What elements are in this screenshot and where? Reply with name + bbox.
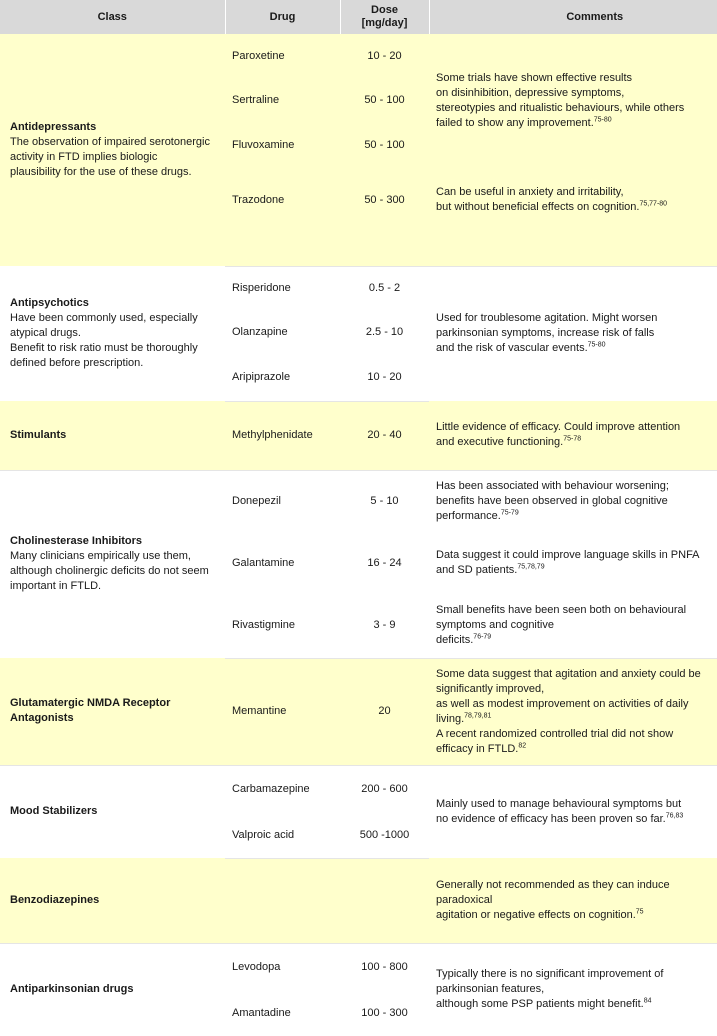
drug-dose: 2.5 - 10	[365, 326, 404, 338]
drug-dose: 16 - 24	[367, 556, 402, 569]
drug-dose: 200 - 600	[361, 782, 408, 795]
drug-dose: 0.5 - 2	[368, 281, 401, 294]
drug-name: Sertraline	[225, 78, 340, 123]
table-row	[0, 765, 717, 813]
comment-line: but without beneficial effects on cognition.	[436, 201, 640, 213]
drug-name: Valproic acid	[225, 813, 340, 858]
comment-line: as well as modest improvement on activities of daily	[436, 697, 689, 710]
comment-line: A recent randomized controlled trial did not show	[436, 727, 674, 740]
comment-line: failed to show any improvement.	[436, 117, 594, 129]
drug-dose: 5 - 10	[370, 494, 399, 507]
table-row	[0, 858, 717, 943]
comment-line: Small benefits have been seen both on behavioural	[436, 604, 687, 617]
drug-dose: 3 - 9	[340, 594, 429, 658]
class-cell	[0, 765, 225, 858]
reference-superscript: 75,77-80	[639, 200, 668, 208]
drug-name: Levodopa	[232, 960, 281, 973]
class-name: Antipsychotics	[10, 297, 89, 309]
comment-cell	[429, 594, 717, 658]
header-class: Class	[0, 0, 225, 34]
header-dose	[340, 0, 429, 34]
comment-line: living.	[436, 712, 465, 725]
comment-line: on disinhibition, depressive symptoms,	[436, 87, 625, 99]
class-cell	[0, 858, 225, 943]
class-cell	[0, 266, 225, 401]
class-description: The observation of impaired serotonergic activity in FTD implies biologic plausibility for the use of these drugs.	[10, 136, 210, 178]
header-dose-line2: [mg/day]	[361, 17, 408, 29]
table-row	[0, 266, 717, 310]
comment-line: symptoms and cognitive	[436, 619, 554, 632]
comment-line: Little evidence of efficacy. Could improve attention	[436, 421, 681, 434]
class-cell	[0, 401, 225, 470]
class-name: Antidepressants	[10, 121, 97, 133]
comment-line: and the risk of vascular events.	[436, 342, 588, 355]
drug-name: Aripiprazole	[225, 355, 340, 401]
comment-line: stereotypies and ritualistic behaviours, while others	[436, 102, 685, 114]
comment-line: no evidence of efficacy has been proven so far.	[436, 812, 666, 825]
comment-line: agitation or negative effects on cognition.	[436, 908, 636, 921]
comment-line: Some trials have shown effective results	[436, 72, 633, 84]
header-drug: Drug	[225, 0, 340, 34]
comment-cell	[429, 34, 717, 168]
reference-superscript: 75-79	[500, 509, 519, 517]
comment-cell	[429, 658, 717, 765]
drug-dose: 50 - 100	[340, 78, 429, 123]
comment-line: deficits.	[436, 634, 474, 647]
drug-name: Paroxetine	[225, 34, 340, 78]
drug-dose: 10 - 20	[340, 355, 429, 401]
class-name: Glutamatergic NMDA Receptor Antagonists	[10, 697, 171, 725]
drug-dose: 50 - 100	[340, 123, 429, 168]
drug-dose: 100 - 800	[361, 960, 408, 973]
reference-superscript: 76-79	[473, 633, 492, 641]
comment-line: Some data suggest that agitation and anxiety could be	[436, 667, 701, 680]
comment-cell	[429, 765, 717, 858]
comment-line: paradoxical	[436, 893, 493, 906]
class-description: Have been commonly used, especially atypical drugs. Benefit to risk ratio must be thoroughly defined before prescription.	[10, 312, 198, 369]
header-row	[0, 0, 717, 34]
comment-line: significantly improved,	[436, 682, 545, 695]
reference-superscript: 75-78	[563, 435, 582, 443]
header-comments: Comments	[429, 0, 717, 34]
reference-superscript: 75-80	[587, 341, 606, 349]
reference-superscript: 84	[643, 997, 652, 1005]
reference-superscript: 82	[518, 741, 527, 749]
reference-superscript: 78,79,81	[464, 711, 492, 719]
comment-cell	[429, 943, 717, 1036]
comment-line: Used for troublesome agitation. Might worsen	[436, 312, 658, 325]
comment-line: and SD patients.	[436, 564, 518, 576]
drug-dose: 20	[340, 658, 429, 765]
table-row	[0, 470, 717, 532]
comment-line: although some PSP patients might benefit.	[436, 998, 644, 1011]
comment-cell	[429, 266, 717, 401]
class-cell	[0, 658, 225, 765]
comment-line: Data suggest it could improve language skills in PNFA	[436, 549, 700, 561]
class-cell	[0, 470, 225, 658]
class-description: Many clinicians empirically use them, although cholinergic deficits do not seem important in FTLD.	[10, 550, 209, 593]
drug-dose: 50 - 300	[340, 168, 429, 232]
reference-superscript: 75-80	[593, 116, 612, 124]
comment-line: Has been associated with behaviour worsening;	[436, 479, 669, 492]
drug-name: Methylphenidate	[225, 401, 340, 470]
comment-cell	[429, 470, 717, 532]
comment-line: parkinsonian features,	[436, 983, 545, 996]
drug-name: Galantamine	[232, 556, 295, 569]
drug-name: Donepezil	[232, 494, 281, 507]
reference-superscript: 75,78,79	[517, 563, 545, 571]
comment-cell	[429, 858, 717, 943]
comment-line: Can be useful in anxiety and irritability,	[436, 186, 624, 198]
drug-name: Fluvoxamine	[225, 123, 340, 168]
drug-name: Trazodone	[225, 168, 340, 232]
class-cell	[0, 943, 225, 1036]
comment-line: benefits have been observed in global cognitive	[436, 494, 668, 507]
comment-line: efficacy in FTLD.	[436, 742, 519, 755]
table-row	[0, 34, 717, 78]
table-row	[0, 658, 717, 765]
class-name: Cholinesterase Inhibitors	[10, 535, 143, 548]
drug-dose: 500 -1000	[340, 813, 429, 858]
drug-name: Amantadine	[232, 1007, 291, 1019]
table-row	[0, 943, 717, 991]
class-cell	[0, 34, 225, 266]
drug-dose: 20 - 40	[340, 401, 429, 470]
class-name: Stimulants	[10, 428, 67, 441]
drug-name: Olanzapine	[232, 326, 288, 338]
comment-cell	[429, 401, 717, 470]
class-name: Antiparkinsonian drugs	[10, 983, 134, 996]
table-row	[0, 401, 717, 470]
drug-dose: 100 - 300	[361, 1007, 408, 1019]
comment-line: Generally not recommended as they can induce	[436, 878, 670, 891]
drug-name: Memantine	[225, 658, 340, 765]
comment-line: Mainly used to manage behavioural symptoms but	[436, 797, 682, 810]
drug-name: Carbamazepine	[232, 782, 310, 795]
reference-superscript: 75	[635, 908, 644, 916]
header-dose-line1: Dose	[371, 4, 398, 16]
drug-name: Risperidone	[232, 281, 291, 294]
comment-cell	[429, 168, 717, 232]
drug-dose: 10 - 20	[340, 34, 429, 78]
class-name: Mood Stabilizers	[10, 805, 98, 818]
comment-line: Typically there is no significant improvement of	[436, 968, 664, 981]
comment-line: performance.	[436, 509, 501, 522]
comment-cell	[429, 532, 717, 594]
comment-line: and executive functioning.	[436, 436, 564, 449]
class-name: Benzodiazepines	[10, 893, 100, 906]
drug-name: Rivastigmine	[225, 594, 340, 658]
comment-line: parkinsonian symptoms, increase risk of falls	[436, 327, 655, 340]
reference-superscript: 76,83	[665, 812, 684, 820]
